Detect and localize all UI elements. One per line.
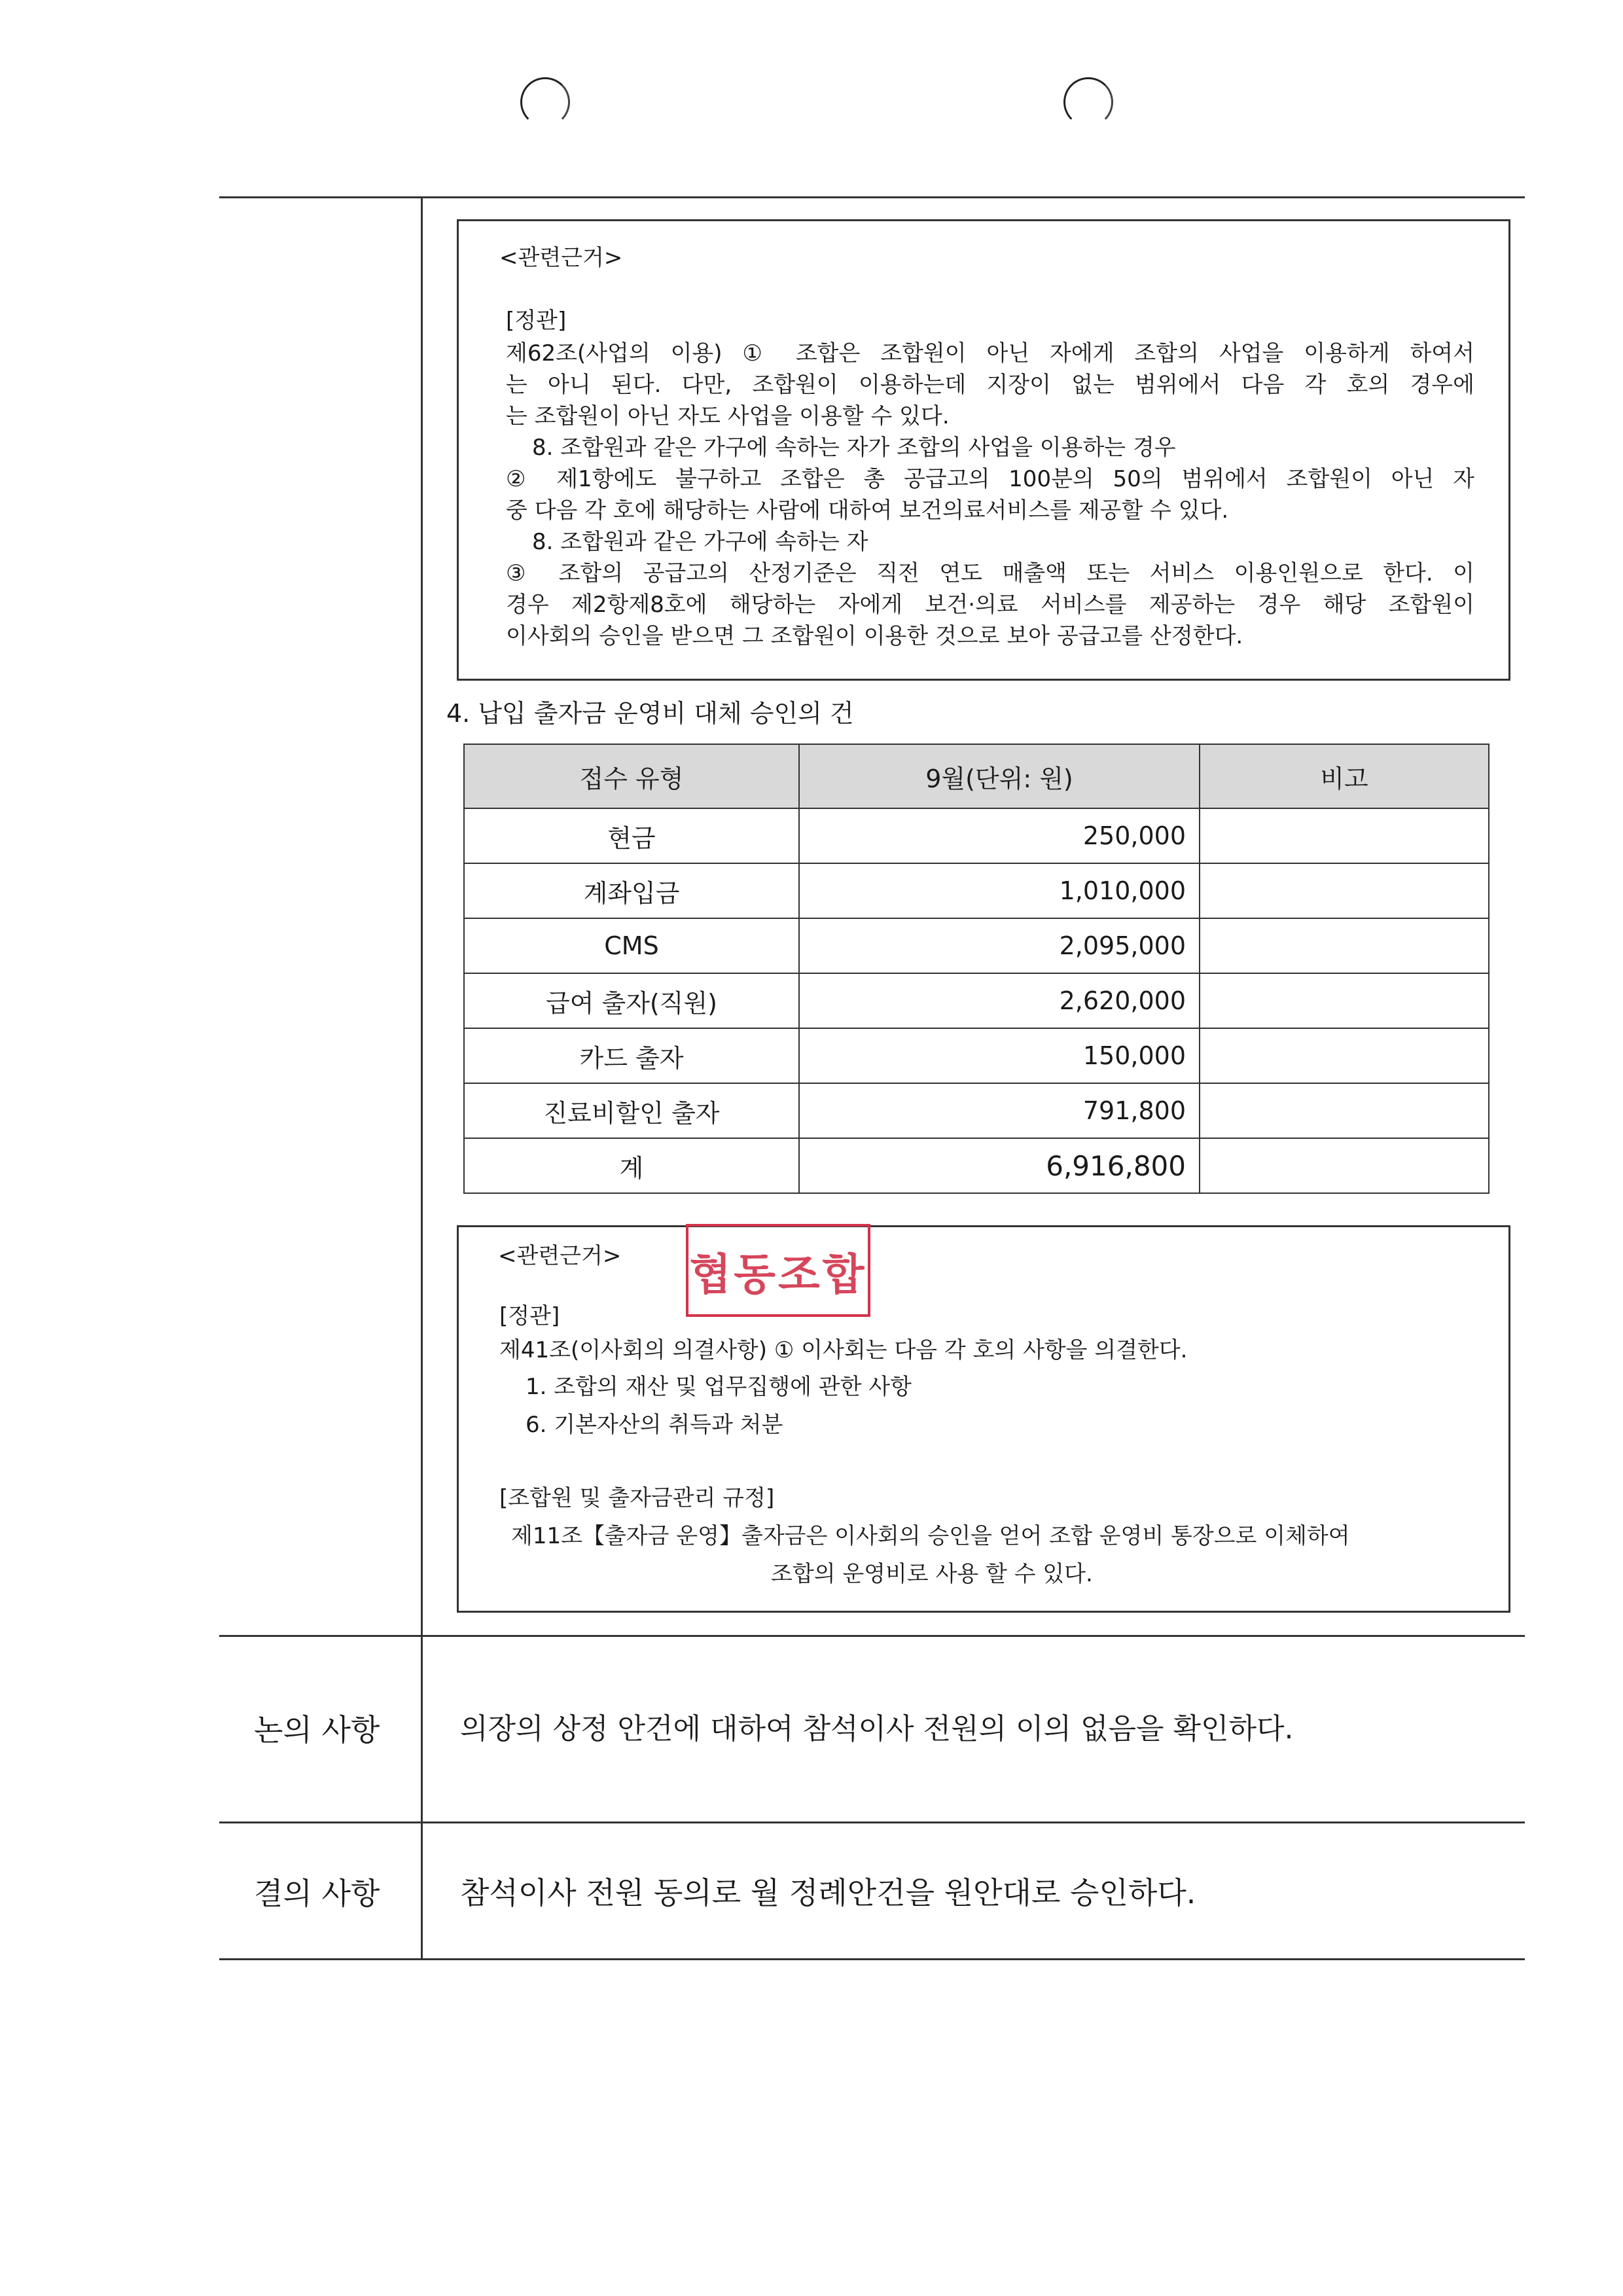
article-line: 1. 조합의 재산 및 업무집행에 관한 사항 [526, 1374, 912, 1400]
bottom-rule [219, 1958, 1525, 1960]
total-note [1200, 1138, 1489, 1193]
article-line: 제41조(이사회의 의결사항) ① 이사회는 다음 각 호의 사항을 의결한다. [499, 1337, 1188, 1363]
row-type: 계좌입금 [464, 863, 799, 918]
row-type: 카드 출자 [464, 1028, 799, 1083]
item4-title: 4. 납입 출자금 운영비 대체 승인의 건 [446, 699, 854, 728]
cooperative-seal [686, 1224, 870, 1317]
total-amount: 6,916,800 [799, 1138, 1200, 1193]
row-note [1200, 1083, 1489, 1138]
seal-lettering: 협동조합 [689, 1248, 867, 1300]
article-line: 는 조합원이 아닌 자도 사업을 이용할 수 있다. [506, 403, 950, 429]
row-type: CMS [464, 918, 799, 973]
basis-title: <관련근거> [498, 1243, 622, 1269]
row-note [1200, 973, 1489, 1028]
discussion-text: 의장의 상정 안건에 대하여 참석이사 전원의 이의 없음을 확인하다. [460, 1712, 1294, 1746]
article-line: 는 아니 된다. 다만, 조합원이 이용하는데 지장이 없는 범위에서 다음 각 호의 경우에 [506, 372, 1474, 398]
punch-hole-right [1063, 77, 1113, 127]
resolution-text: 참석이사 전원 동의로 월 정례안건을 원안대로 승인하다. [460, 1875, 1196, 1910]
contribution-table [463, 744, 1489, 1194]
rule-before-discussion [219, 1635, 1525, 1637]
row-note [1200, 1028, 1489, 1083]
table-row [464, 1083, 1489, 1138]
article-line: 제11조【출자금 운영】출자금은 이사회의 승인을 얻어 조합 운영비 통장으로 이체하여 [511, 1523, 1350, 1549]
header-type: 접수 유형 [464, 744, 799, 808]
table-row [464, 973, 1489, 1028]
row-amount: 150,000 [799, 1028, 1200, 1083]
row-amount: 1,010,000 [799, 863, 1200, 918]
header-amount: 9월(단위: 원) [799, 744, 1200, 808]
row-type: 진료비할인 출자 [464, 1083, 799, 1138]
column-divider [421, 196, 423, 1960]
row-amount: 791,800 [799, 1083, 1200, 1138]
row-amount: 2,095,000 [799, 918, 1200, 973]
row-note [1200, 863, 1489, 918]
punch-hole-left [520, 77, 570, 127]
article-line: 중 다음 각 호에 해당하는 사람에 대하여 보건의료서비스를 제공할 수 있다. [506, 497, 1229, 524]
table-header-row [464, 744, 1489, 808]
row-type: 현금 [464, 808, 799, 863]
basis-section: [정관] [506, 308, 567, 334]
table-row [464, 808, 1489, 863]
row-note [1200, 808, 1489, 863]
row-note [1200, 918, 1489, 973]
basis-section-2: [조합원 및 출자금관리 규정] [499, 1485, 775, 1511]
article-line: 이사회의 승인을 받으면 그 조합원이 이용한 것으로 보아 공급고를 산정한다. [506, 623, 1243, 649]
article-line: ③ 조합의 공급고의 산정기준은 직전 연도 매출액 또는 서비스 이용인원으로 한다. 이 [506, 560, 1474, 586]
basis-box-1 [457, 219, 1510, 681]
article-line: 8. 조합원과 같은 가구에 속하는 자 [532, 529, 868, 555]
basis-box-2 [457, 1225, 1510, 1613]
row-amount: 2,620,000 [799, 973, 1200, 1028]
discussion-label: 논의 사항 [254, 1712, 380, 1748]
row-amount: 250,000 [799, 808, 1200, 863]
article-line: 제62조(사업의 이용) ① 조합은 조합원이 아닌 자에게 조합의 사업을 이용하게 하여서 [506, 340, 1474, 367]
resolution-label: 결의 사항 [254, 1876, 380, 1911]
row-type: 급여 출자(직원) [464, 973, 799, 1028]
article-line: 8. 조합원과 같은 가구에 속하는 자가 조합의 사업을 이용하는 경우 [532, 435, 1176, 461]
total-label: 계 [464, 1138, 799, 1193]
table-total-row [464, 1138, 1489, 1193]
basis-title: <관련근거> [499, 245, 623, 271]
table-row [464, 918, 1489, 973]
top-rule [219, 196, 1525, 198]
table-row [464, 863, 1489, 918]
table-row [464, 1028, 1489, 1083]
article-line: 경우 제2항제8호에 해당하는 자에게 보건·의료 서비스를 제공하는 경우 해당 조합원이 [506, 592, 1474, 618]
header-note: 비고 [1200, 744, 1489, 808]
rule-before-resolution [219, 1821, 1525, 1823]
article-line: 6. 기본자산의 취득과 처분 [526, 1412, 783, 1438]
article-line: ② 제1항에도 불구하고 조합은 총 공급고의 100분의 50의 범위에서 조합원이 아닌 자 [506, 466, 1474, 492]
basis-section: [정관] [499, 1303, 560, 1329]
article-line: 조합의 운영비로 사용 할 수 있다. [771, 1561, 1093, 1587]
